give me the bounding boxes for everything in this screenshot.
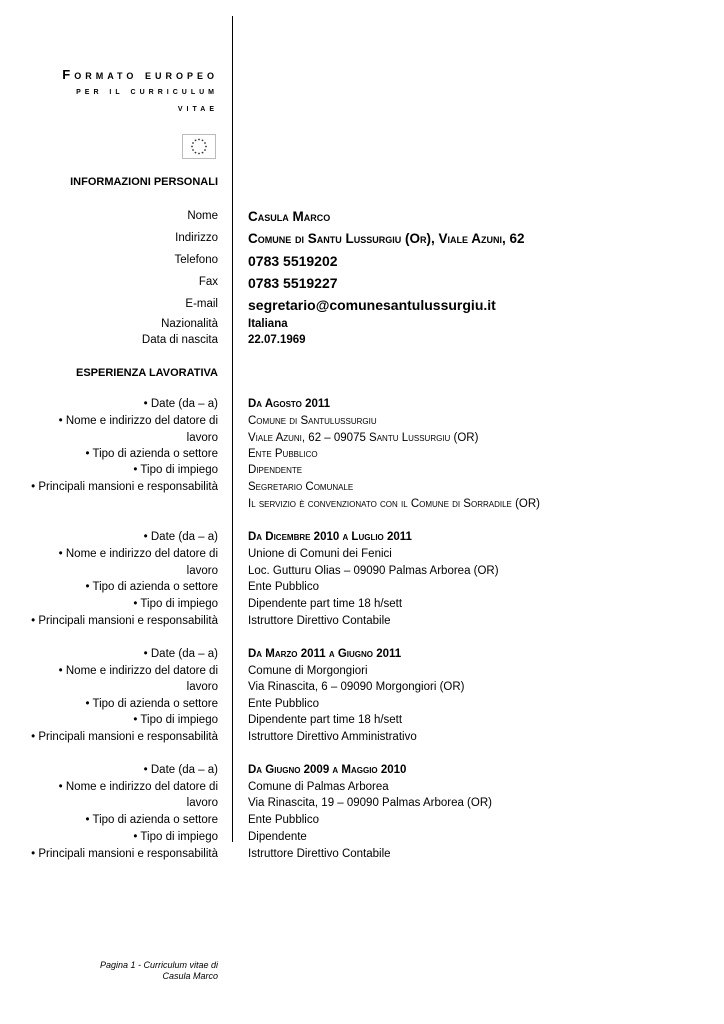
duties-label: • Principali mansioni e responsabilità [31, 731, 218, 743]
date-label: • Date (da – a) [143, 398, 218, 410]
job-address: Viale Azuni, 62 – 09075 Santu Lussurgiu (OR) [248, 432, 479, 444]
field-label: Nome [187, 210, 218, 222]
field-label: Nazionalità [161, 318, 218, 330]
employer-label: • Nome e indirizzo del datore di [58, 665, 218, 677]
job-duties: Istruttore Direttivo Contabile [248, 848, 391, 860]
job-type-label: • Tipo di impiego [133, 598, 218, 610]
job-type: Dipendente part time 18 h/sett [248, 598, 403, 610]
field-value-email[interactable]: segretario@comunesantulussurgiu.it [248, 297, 496, 313]
field-value-address: Comune di Santu Lussurgiu (Or), Viale Azuni, 62 [248, 231, 525, 246]
field-value-name: Casula Marco [248, 209, 331, 224]
job-type: Dipendente [248, 831, 307, 843]
job-type: Dipendente [248, 464, 303, 476]
footer-line-2: Casula Marco [162, 971, 218, 981]
employer-label-2: lavoro [186, 565, 218, 577]
job-employer: Comune di Morgongiori [248, 665, 368, 677]
job-date: Da Dicembre 2010 a Luglio 2011 [248, 531, 412, 543]
date-label: • Date (da – a) [143, 648, 218, 660]
field-row-phone [0, 252, 724, 269]
title-line-1: Formato europeo [62, 67, 218, 82]
job-employer: Comune di Santulussurgiu [248, 415, 377, 427]
job-type-label: • Tipo di impiego [133, 714, 218, 726]
field-label: Data di nascita [141, 334, 218, 346]
job-duties: Segretario Comunale [248, 481, 354, 493]
field-value-fax: 0783 5519227 [248, 275, 338, 291]
field-row-email [0, 296, 724, 313]
field-label: E-mail [185, 298, 218, 310]
job-date: Da Agosto 2011 [248, 398, 331, 410]
employer-label-2: lavoro [186, 681, 218, 693]
job-sector: Ente Pubblico [248, 698, 319, 710]
employer-label-2: lavoro [186, 797, 218, 809]
field-row-address [0, 230, 724, 247]
job-sector: Ente Pubblico [248, 448, 318, 460]
field-value-nationality: Italiana [248, 318, 288, 330]
duties-label: • Principali mansioni e responsabilità [31, 481, 218, 493]
field-label: Fax [198, 276, 218, 288]
employer-label: • Nome e indirizzo del datore di [58, 781, 218, 793]
field-value-birthdate: 22.07.1969 [248, 334, 306, 346]
title-line-3: vitae [177, 102, 218, 114]
job-type-label: • Tipo di impiego [133, 831, 218, 843]
page-footer [60, 960, 218, 982]
cv-title [40, 66, 218, 117]
footer-line-1: Pagina 1 - Curriculum vitae di [99, 960, 218, 970]
duties-label: • Principali mansioni e responsabilità [31, 848, 218, 860]
job-duties-note: Il servizio è convenzionato con il Comune di Sorradile (OR) [248, 498, 540, 510]
field-row-birthdate [0, 332, 724, 349]
sector-label: • Tipo di azienda o settore [85, 814, 218, 826]
title-line-2: per il curriculum [76, 85, 218, 97]
job-duties: Istruttore Direttivo Amministrativo [248, 731, 417, 743]
field-row-name [0, 208, 724, 225]
job-employer: Unione di Comuni dei Fenici [248, 548, 392, 560]
job-type-label: • Tipo di impiego [133, 464, 218, 476]
job-type: Dipendente part time 18 h/sett [248, 714, 403, 726]
field-label: Indirizzo [175, 232, 218, 244]
sector-label: • Tipo di azienda o settore [85, 581, 218, 593]
job-sector: Ente Pubblico [248, 581, 319, 593]
job-duties: Istruttore Direttivo Contabile [248, 615, 391, 627]
job-employer: Comune di Palmas Arborea [248, 781, 389, 793]
date-label: • Date (da – a) [143, 764, 218, 776]
sector-label: • Tipo di azienda o settore [85, 698, 218, 710]
employer-label-2: lavoro [186, 432, 218, 444]
job-address: Loc. Gutturu Olias – 09090 Palmas Arborea (OR) [248, 565, 499, 577]
employer-label: • Nome e indirizzo del datore di [58, 548, 218, 560]
job-sector: Ente Pubblico [248, 814, 319, 826]
job-address: Via Rinascita, 19 – 09090 Palmas Arborea (OR) [248, 797, 492, 809]
job-date: Da Marzo 2011 a Giugno 2011 [248, 648, 402, 660]
date-label: • Date (da – a) [143, 531, 218, 543]
personal-info-heading: INFORMAZIONI PERSONALI [70, 176, 218, 188]
field-value-phone: 0783 5519202 [248, 253, 338, 269]
field-row-fax [0, 274, 724, 291]
sector-label: • Tipo di azienda o settore [85, 448, 218, 460]
field-row-nationality [0, 316, 724, 333]
job-date: Da Giugno 2009 a Maggio 2010 [248, 764, 407, 776]
eu-flag-icon [182, 134, 216, 159]
employer-label: • Nome e indirizzo del datore di [58, 415, 218, 427]
field-label: Telefono [174, 254, 218, 266]
experience-heading: ESPERIENZA LAVORATIVA [76, 367, 218, 379]
duties-label: • Principali mansioni e responsabilità [31, 615, 218, 627]
job-address: Via Rinascita, 6 – 09090 Morgongiori (OR) [248, 681, 465, 693]
